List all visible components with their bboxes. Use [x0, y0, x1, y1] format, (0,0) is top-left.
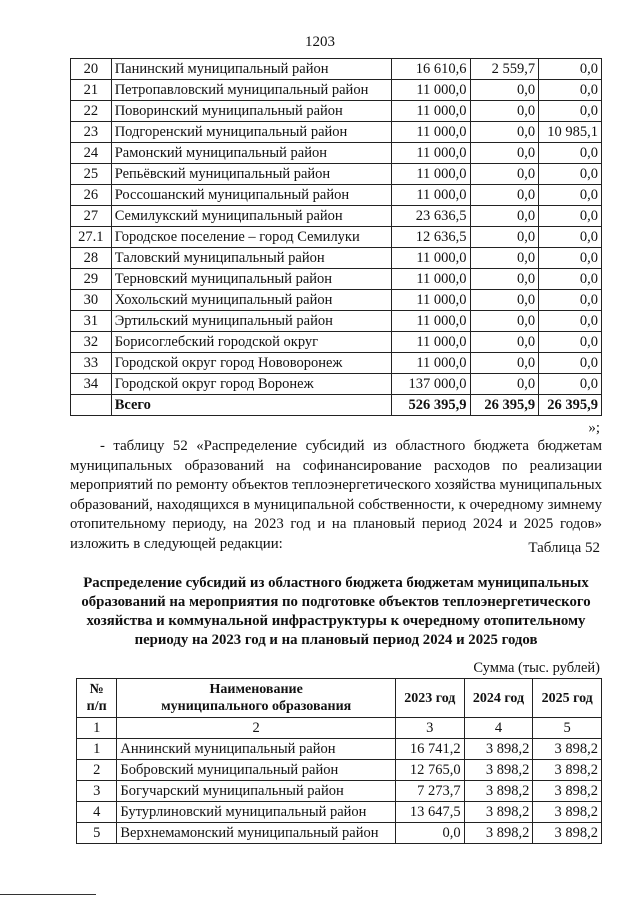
value-2024: 0,0	[470, 206, 539, 227]
value-2024: 0,0	[470, 353, 539, 374]
value-2024: 0,0	[470, 80, 539, 101]
value-2024: 0,0	[470, 290, 539, 311]
table-row	[71, 80, 602, 101]
row-number: 32	[71, 332, 112, 353]
value-2023: 23 636,5	[392, 206, 471, 227]
table-row	[71, 290, 602, 311]
row-number: 28	[71, 248, 112, 269]
row-number: 26	[71, 185, 112, 206]
municipality-name: Эртильский муниципальный район	[111, 311, 391, 332]
row-number: 29	[71, 269, 112, 290]
subsidy-table-continued	[70, 58, 602, 416]
value-2023: 137 000,0	[392, 374, 471, 395]
municipality-name: Россошанский муниципальный район	[111, 185, 391, 206]
table-row	[71, 143, 602, 164]
municipality-name: Борисоглебский городской округ	[111, 332, 391, 353]
value-2024: 2 559,7	[470, 59, 539, 80]
total-number-cell	[71, 395, 112, 416]
index-cell: 1	[77, 718, 117, 739]
row-number: 5	[77, 823, 117, 844]
row-number: 31	[71, 311, 112, 332]
value-2025: 0,0	[539, 353, 602, 374]
value-2024: 3 898,2	[464, 781, 533, 802]
municipality-name: Богучарский муниципальный район	[117, 781, 396, 802]
municipality-name: Бутурлиновский муниципальный район	[117, 802, 396, 823]
value-2023: 16 741,2	[395, 739, 464, 760]
value-2025: 0,0	[539, 374, 602, 395]
subsidy-table-52	[76, 678, 602, 844]
row-number: 30	[71, 290, 112, 311]
value-2025: 3 898,2	[533, 823, 602, 844]
total-2024: 26 395,9	[470, 395, 539, 416]
value-2025: 0,0	[539, 80, 602, 101]
table-row	[71, 122, 602, 143]
value-2024: 0,0	[470, 143, 539, 164]
column-index-row	[77, 718, 602, 739]
amendment-text: - таблицу 52 «Распределение субсидий из областного бюджета бюджетам муниципальных образований на софинансирование расходов по реализации мероприятий по ремонту объектов теплоэнергетического хозяйства муниципальных образований, находящихся в муниципальной собственности, к очередному зимнему отопительному периоду, на 2023 год и на плановый период 2024 и 2025 годов» изложить в следующей редакции:	[70, 438, 602, 552]
value-2023: 0,0	[395, 823, 464, 844]
municipality-name: Аннинский муниципальный район	[117, 739, 396, 760]
table-row	[71, 164, 602, 185]
total-2025: 26 395,9	[539, 395, 602, 416]
row-number: 27.1	[71, 227, 112, 248]
value-2023: 7 273,7	[395, 781, 464, 802]
header-2024: 2024 год	[464, 679, 533, 718]
row-number: 24	[71, 143, 112, 164]
value-2024: 0,0	[470, 374, 539, 395]
amendment-paragraph	[70, 437, 602, 554]
value-2023: 13 647,5	[395, 802, 464, 823]
value-2024: 0,0	[470, 227, 539, 248]
value-2023: 11 000,0	[392, 143, 471, 164]
value-2023: 16 610,6	[392, 59, 471, 80]
value-2023: 11 000,0	[392, 290, 471, 311]
units-label: Сумма (тыс. рублей)	[473, 660, 600, 676]
municipality-name: Терновский муниципальный район	[111, 269, 391, 290]
value-2023: 11 000,0	[392, 248, 471, 269]
value-2025: 0,0	[539, 101, 602, 122]
table-row	[71, 332, 602, 353]
row-number: 27	[71, 206, 112, 227]
value-2024: 0,0	[470, 122, 539, 143]
value-2023: 11 000,0	[392, 353, 471, 374]
page-number: 1203	[305, 34, 335, 50]
value-2024: 3 898,2	[464, 802, 533, 823]
closing-quote: »;	[588, 420, 600, 436]
row-number: 22	[71, 101, 112, 122]
value-2025: 0,0	[539, 269, 602, 290]
row-number: 4	[77, 802, 117, 823]
value-2023: 11 000,0	[392, 185, 471, 206]
value-2023: 11 000,0	[392, 122, 471, 143]
value-2025: 3 898,2	[533, 802, 602, 823]
value-2025: 0,0	[539, 290, 602, 311]
index-cell: 2	[117, 718, 396, 739]
value-2023: 11 000,0	[392, 269, 471, 290]
table-row	[77, 781, 602, 802]
value-2025: 0,0	[539, 185, 602, 206]
table-title: Распределение субсидий из областного бюджета бюджетам муниципальных образований на мероприятия по подготовке объектов теплоэнергетического хозяйства и коммунальной инфраструктуры к очередному отопительному периоду на 2023 год и на плановый период 2024 и 2025 годов	[81, 575, 591, 648]
municipality-name: Верхнемамонский муниципальный район	[117, 823, 396, 844]
value-2023: 11 000,0	[392, 80, 471, 101]
table-row	[71, 59, 602, 80]
value-2025: 3 898,2	[533, 781, 602, 802]
value-2024: 0,0	[470, 269, 539, 290]
value-2025: 10 985,1	[539, 122, 602, 143]
table-row	[77, 760, 602, 781]
municipality-name: Рамонский муниципальный район	[111, 143, 391, 164]
header-2023: 2023 год	[395, 679, 464, 718]
value-2024: 0,0	[470, 164, 539, 185]
table-row	[71, 101, 602, 122]
table-row	[71, 248, 602, 269]
table-row	[77, 802, 602, 823]
municipality-name: Поворинский муниципальный район	[111, 101, 391, 122]
header-name: Наименование муниципального образования	[117, 679, 396, 718]
value-2024: 0,0	[470, 332, 539, 353]
row-number: 20	[71, 59, 112, 80]
table-row	[71, 185, 602, 206]
row-number: 21	[71, 80, 112, 101]
row-number: 34	[71, 374, 112, 395]
header-row	[77, 679, 602, 718]
table-row	[71, 374, 602, 395]
value-2025: 0,0	[539, 248, 602, 269]
table-row	[71, 269, 602, 290]
row-number: 25	[71, 164, 112, 185]
value-2025: 3 898,2	[533, 760, 602, 781]
total-label: Всего	[111, 395, 391, 416]
footer-rule	[0, 894, 96, 895]
value-2025: 0,0	[539, 227, 602, 248]
value-2025: 0,0	[539, 164, 602, 185]
value-2025: 0,0	[539, 332, 602, 353]
municipality-name: Бобровский муниципальный район	[117, 760, 396, 781]
value-2024: 0,0	[470, 248, 539, 269]
value-2023: 12 765,0	[395, 760, 464, 781]
municipality-name: Петропавловский муниципальный район	[111, 80, 391, 101]
table-row	[77, 823, 602, 844]
header-2025: 2025 год	[533, 679, 602, 718]
value-2023: 11 000,0	[392, 101, 471, 122]
value-2025: 0,0	[539, 311, 602, 332]
value-2023: 11 000,0	[392, 332, 471, 353]
municipality-name: Городской округ город Нововоронеж	[111, 353, 391, 374]
row-number: 2	[77, 760, 117, 781]
value-2023: 11 000,0	[392, 164, 471, 185]
value-2024: 3 898,2	[464, 823, 533, 844]
value-2023: 12 636,5	[392, 227, 471, 248]
index-cell: 4	[464, 718, 533, 739]
municipality-name: Городской округ город Воронеж	[111, 374, 391, 395]
value-2025: 3 898,2	[533, 739, 602, 760]
municipality-name: Репьёвский муниципальный район	[111, 164, 391, 185]
municipality-name: Панинский муниципальный район	[111, 59, 391, 80]
total-row	[71, 395, 602, 416]
table-label: Таблица 52	[528, 540, 600, 556]
index-cell: 5	[533, 718, 602, 739]
municipality-name: Семилукский муниципальный район	[111, 206, 391, 227]
row-number: 23	[71, 122, 112, 143]
total-2023: 526 395,9	[392, 395, 471, 416]
value-2024: 0,0	[470, 185, 539, 206]
value-2023: 11 000,0	[392, 311, 471, 332]
row-number: 3	[77, 781, 117, 802]
municipality-name: Городское поселение – город Семилуки	[111, 227, 391, 248]
value-2025: 0,0	[539, 143, 602, 164]
municipality-name: Подгоренский муниципальный район	[111, 122, 391, 143]
value-2024: 0,0	[470, 311, 539, 332]
table-row	[71, 311, 602, 332]
index-cell: 3	[395, 718, 464, 739]
value-2025: 0,0	[539, 59, 602, 80]
value-2025: 0,0	[539, 206, 602, 227]
header-number: № п/п	[77, 679, 117, 718]
value-2024: 3 898,2	[464, 739, 533, 760]
row-number: 1	[77, 739, 117, 760]
table-row	[71, 353, 602, 374]
municipality-name: Хохольский муниципальный район	[111, 290, 391, 311]
table-row	[71, 227, 602, 248]
value-2024: 0,0	[470, 101, 539, 122]
row-number: 33	[71, 353, 112, 374]
value-2024: 3 898,2	[464, 760, 533, 781]
municipality-name: Таловский муниципальный район	[111, 248, 391, 269]
table-row	[77, 739, 602, 760]
table-row	[71, 206, 602, 227]
